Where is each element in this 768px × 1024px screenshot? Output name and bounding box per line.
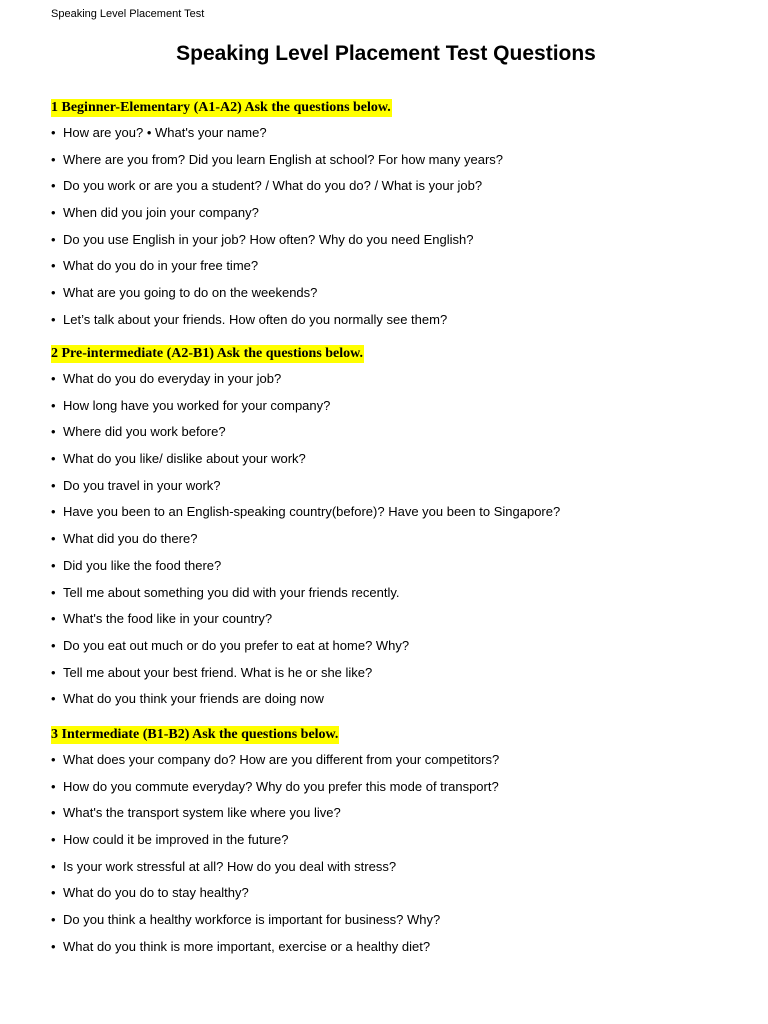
bullet-icon: • xyxy=(51,311,56,327)
bullet-icon: • xyxy=(51,691,56,707)
question-text: Where are you from? Did you learn English at school? For how many years? xyxy=(63,151,504,167)
bullet-icon: • xyxy=(51,584,56,600)
running-header: Speaking Level Placement Test xyxy=(51,8,205,20)
list-item xyxy=(51,686,741,713)
question-text: Do you eat out much or do you prefer to eat at home? Why? xyxy=(63,637,410,653)
bullet-icon: • xyxy=(51,832,56,848)
question-text: Do you think a healthy workforce is important for business? Why? xyxy=(63,912,441,928)
question-text: What did you do there? xyxy=(63,531,198,547)
list-item xyxy=(51,419,741,446)
list-item xyxy=(51,580,741,607)
bullet-icon: • xyxy=(51,231,56,247)
question-text: How could it be improved in the future? xyxy=(63,832,289,848)
question-text: How long have you worked for your company? xyxy=(63,397,331,413)
list-item xyxy=(51,280,741,307)
list-item xyxy=(51,120,741,147)
list-item xyxy=(51,473,741,500)
question-text: Tell me about your best friend. What is he or she like? xyxy=(63,664,373,680)
bullet-icon: • xyxy=(51,477,56,493)
question-text: What do you do everyday in your job? xyxy=(63,371,282,386)
question-text: What do you do in your free time? xyxy=(63,258,259,274)
section-heading xyxy=(51,721,741,747)
list-item xyxy=(51,800,741,827)
question-text: What are you going to do on the weekends? xyxy=(63,285,318,301)
list-item xyxy=(51,827,741,854)
bullet-icon: • xyxy=(51,611,56,627)
question-text: Have you been to an English-speaking country(before)? Have you been to Singapore? xyxy=(63,504,561,520)
list-item xyxy=(51,606,741,633)
question-list xyxy=(51,120,741,334)
list-item xyxy=(51,633,741,660)
list-item xyxy=(51,253,741,280)
bullet-icon: • xyxy=(51,938,56,954)
question-text: Do you use English in your job? How often? Why do you need English? xyxy=(63,231,474,247)
bullet-icon: • xyxy=(51,637,56,653)
section-beginner-elementary xyxy=(51,94,741,334)
bullet-icon: • xyxy=(51,805,56,821)
list-item xyxy=(51,200,741,227)
bullet-icon: • xyxy=(51,285,56,301)
question-text: How are you? • What's your name? xyxy=(63,125,267,140)
list-item xyxy=(51,553,741,580)
question-text: How do you commute everyday? Why do you prefer this mode of transport? xyxy=(63,778,499,794)
bullet-icon: • xyxy=(51,424,56,440)
section-heading-text: 3 Intermediate (B1-B2) Ask the questions below. xyxy=(51,727,339,742)
bullet-icon: • xyxy=(51,531,56,547)
bullet-icon: • xyxy=(51,451,56,467)
question-text: What's the transport system like where you live? xyxy=(63,805,341,821)
bullet-icon: • xyxy=(51,664,56,680)
list-item xyxy=(51,907,741,934)
section-heading xyxy=(51,340,741,366)
bullet-icon: • xyxy=(51,778,56,794)
list-item xyxy=(51,393,741,420)
bullet-icon: • xyxy=(51,885,56,901)
list-item xyxy=(51,526,741,553)
list-item xyxy=(51,774,741,801)
list-item xyxy=(51,934,741,961)
section-heading-text: 1 Beginner-Elementary (A1-A2) Ask the questions below. xyxy=(51,100,391,115)
bullet-icon: • xyxy=(51,397,56,413)
list-item xyxy=(51,307,741,334)
bullet-icon: • xyxy=(51,858,56,874)
question-text: What does your company do? How are you different from your competitors? xyxy=(63,752,500,767)
question-text: Did you like the food there? xyxy=(63,557,222,573)
bullet-icon: • xyxy=(51,504,56,520)
question-text: What do you do to stay healthy? xyxy=(63,885,249,901)
question-text: What do you think your friends are doing now xyxy=(63,691,324,707)
bullet-icon: • xyxy=(51,151,56,167)
bullet-icon: • xyxy=(51,178,56,194)
bullet-icon: • xyxy=(51,205,56,221)
list-item xyxy=(51,366,741,393)
list-item xyxy=(51,446,741,473)
question-text: Do you work or are you a student? / What do you do? / What is your job? xyxy=(63,178,483,194)
section-heading-text: 2 Pre-intermediate (A2-B1) Ask the questions below. xyxy=(51,346,363,361)
question-list xyxy=(51,366,741,713)
bullet-icon: • xyxy=(51,912,56,928)
list-item xyxy=(51,747,741,774)
question-text: Let’s talk about your friends. How often do you normally see them? xyxy=(63,311,448,327)
list-item xyxy=(51,854,741,881)
list-item xyxy=(51,173,741,200)
section-intermediate xyxy=(51,721,741,961)
bullet-icon: • xyxy=(51,258,56,274)
list-item xyxy=(51,660,741,687)
question-text: Where did you work before? xyxy=(63,424,226,440)
question-text: Is your work stressful at all? How do you deal with stress? xyxy=(63,858,397,874)
question-text: What do you like/ dislike about your work? xyxy=(63,451,306,467)
list-item xyxy=(51,227,741,254)
question-text: What do you think is more important, exercise or a healthy diet? xyxy=(63,938,431,954)
question-list xyxy=(51,747,741,961)
section-pre-intermediate xyxy=(51,340,741,713)
question-text: What's the food like in your country? xyxy=(63,611,273,627)
bullet-icon: • xyxy=(51,371,56,386)
list-item xyxy=(51,147,741,174)
page-title: Speaking Level Placement Test Questions xyxy=(176,42,596,65)
question-text: Do you travel in your work? xyxy=(63,477,221,493)
bullet-icon: • xyxy=(51,125,56,140)
question-text: When did you join your company? xyxy=(63,205,259,221)
list-item xyxy=(51,499,741,526)
question-text: Tell me about something you did with your friends recently. xyxy=(63,584,400,600)
list-item xyxy=(51,880,741,907)
bullet-icon: • xyxy=(51,752,56,767)
section-heading xyxy=(51,94,741,120)
bullet-icon: • xyxy=(51,557,56,573)
